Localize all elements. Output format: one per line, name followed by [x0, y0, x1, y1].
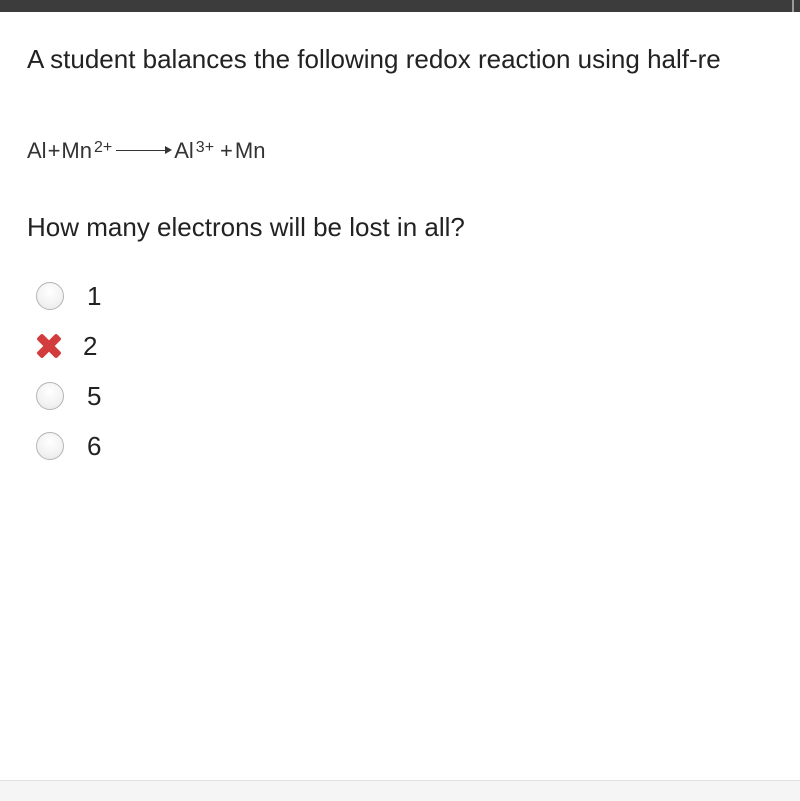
- equation-plus: +: [220, 138, 233, 163]
- top-bar: [0, 0, 800, 12]
- equation-reactant-al: Al: [27, 138, 47, 163]
- chemical-equation: [27, 136, 265, 176]
- equation-plus: +: [47, 138, 61, 163]
- equation-mn-charge: 2+: [93, 139, 113, 156]
- equation-product-mn: Mn: [234, 138, 266, 163]
- top-bar-scroll-indicator: [792, 0, 794, 12]
- incorrect-x-icon: [34, 331, 64, 361]
- answer-option-label: 6: [87, 430, 102, 461]
- equation-product-al: Al: [174, 138, 194, 163]
- bottom-strip: [0, 780, 800, 801]
- question-prompt: How many electrons will be lost in all?: [27, 212, 465, 242]
- equation-reactant-mn: Mn: [61, 138, 92, 163]
- radio-button[interactable]: [36, 382, 64, 410]
- answer-option-label: 5: [87, 380, 102, 411]
- answer-option-label: 1: [87, 280, 102, 311]
- question-text: A student balances the following redox reaction using half-re: [27, 44, 721, 74]
- answer-option[interactable]: [30, 276, 330, 316]
- equation-al-charge: 3+: [195, 139, 215, 156]
- answer-option[interactable]: [30, 376, 330, 416]
- text-fade-overlay: [760, 40, 800, 80]
- radio-button[interactable]: [36, 282, 64, 310]
- answer-option[interactable]: [30, 326, 330, 366]
- radio-button[interactable]: [36, 432, 64, 460]
- answer-option[interactable]: [30, 426, 330, 466]
- reaction-arrow-icon: [114, 136, 174, 158]
- answer-option-label: 2: [83, 330, 98, 361]
